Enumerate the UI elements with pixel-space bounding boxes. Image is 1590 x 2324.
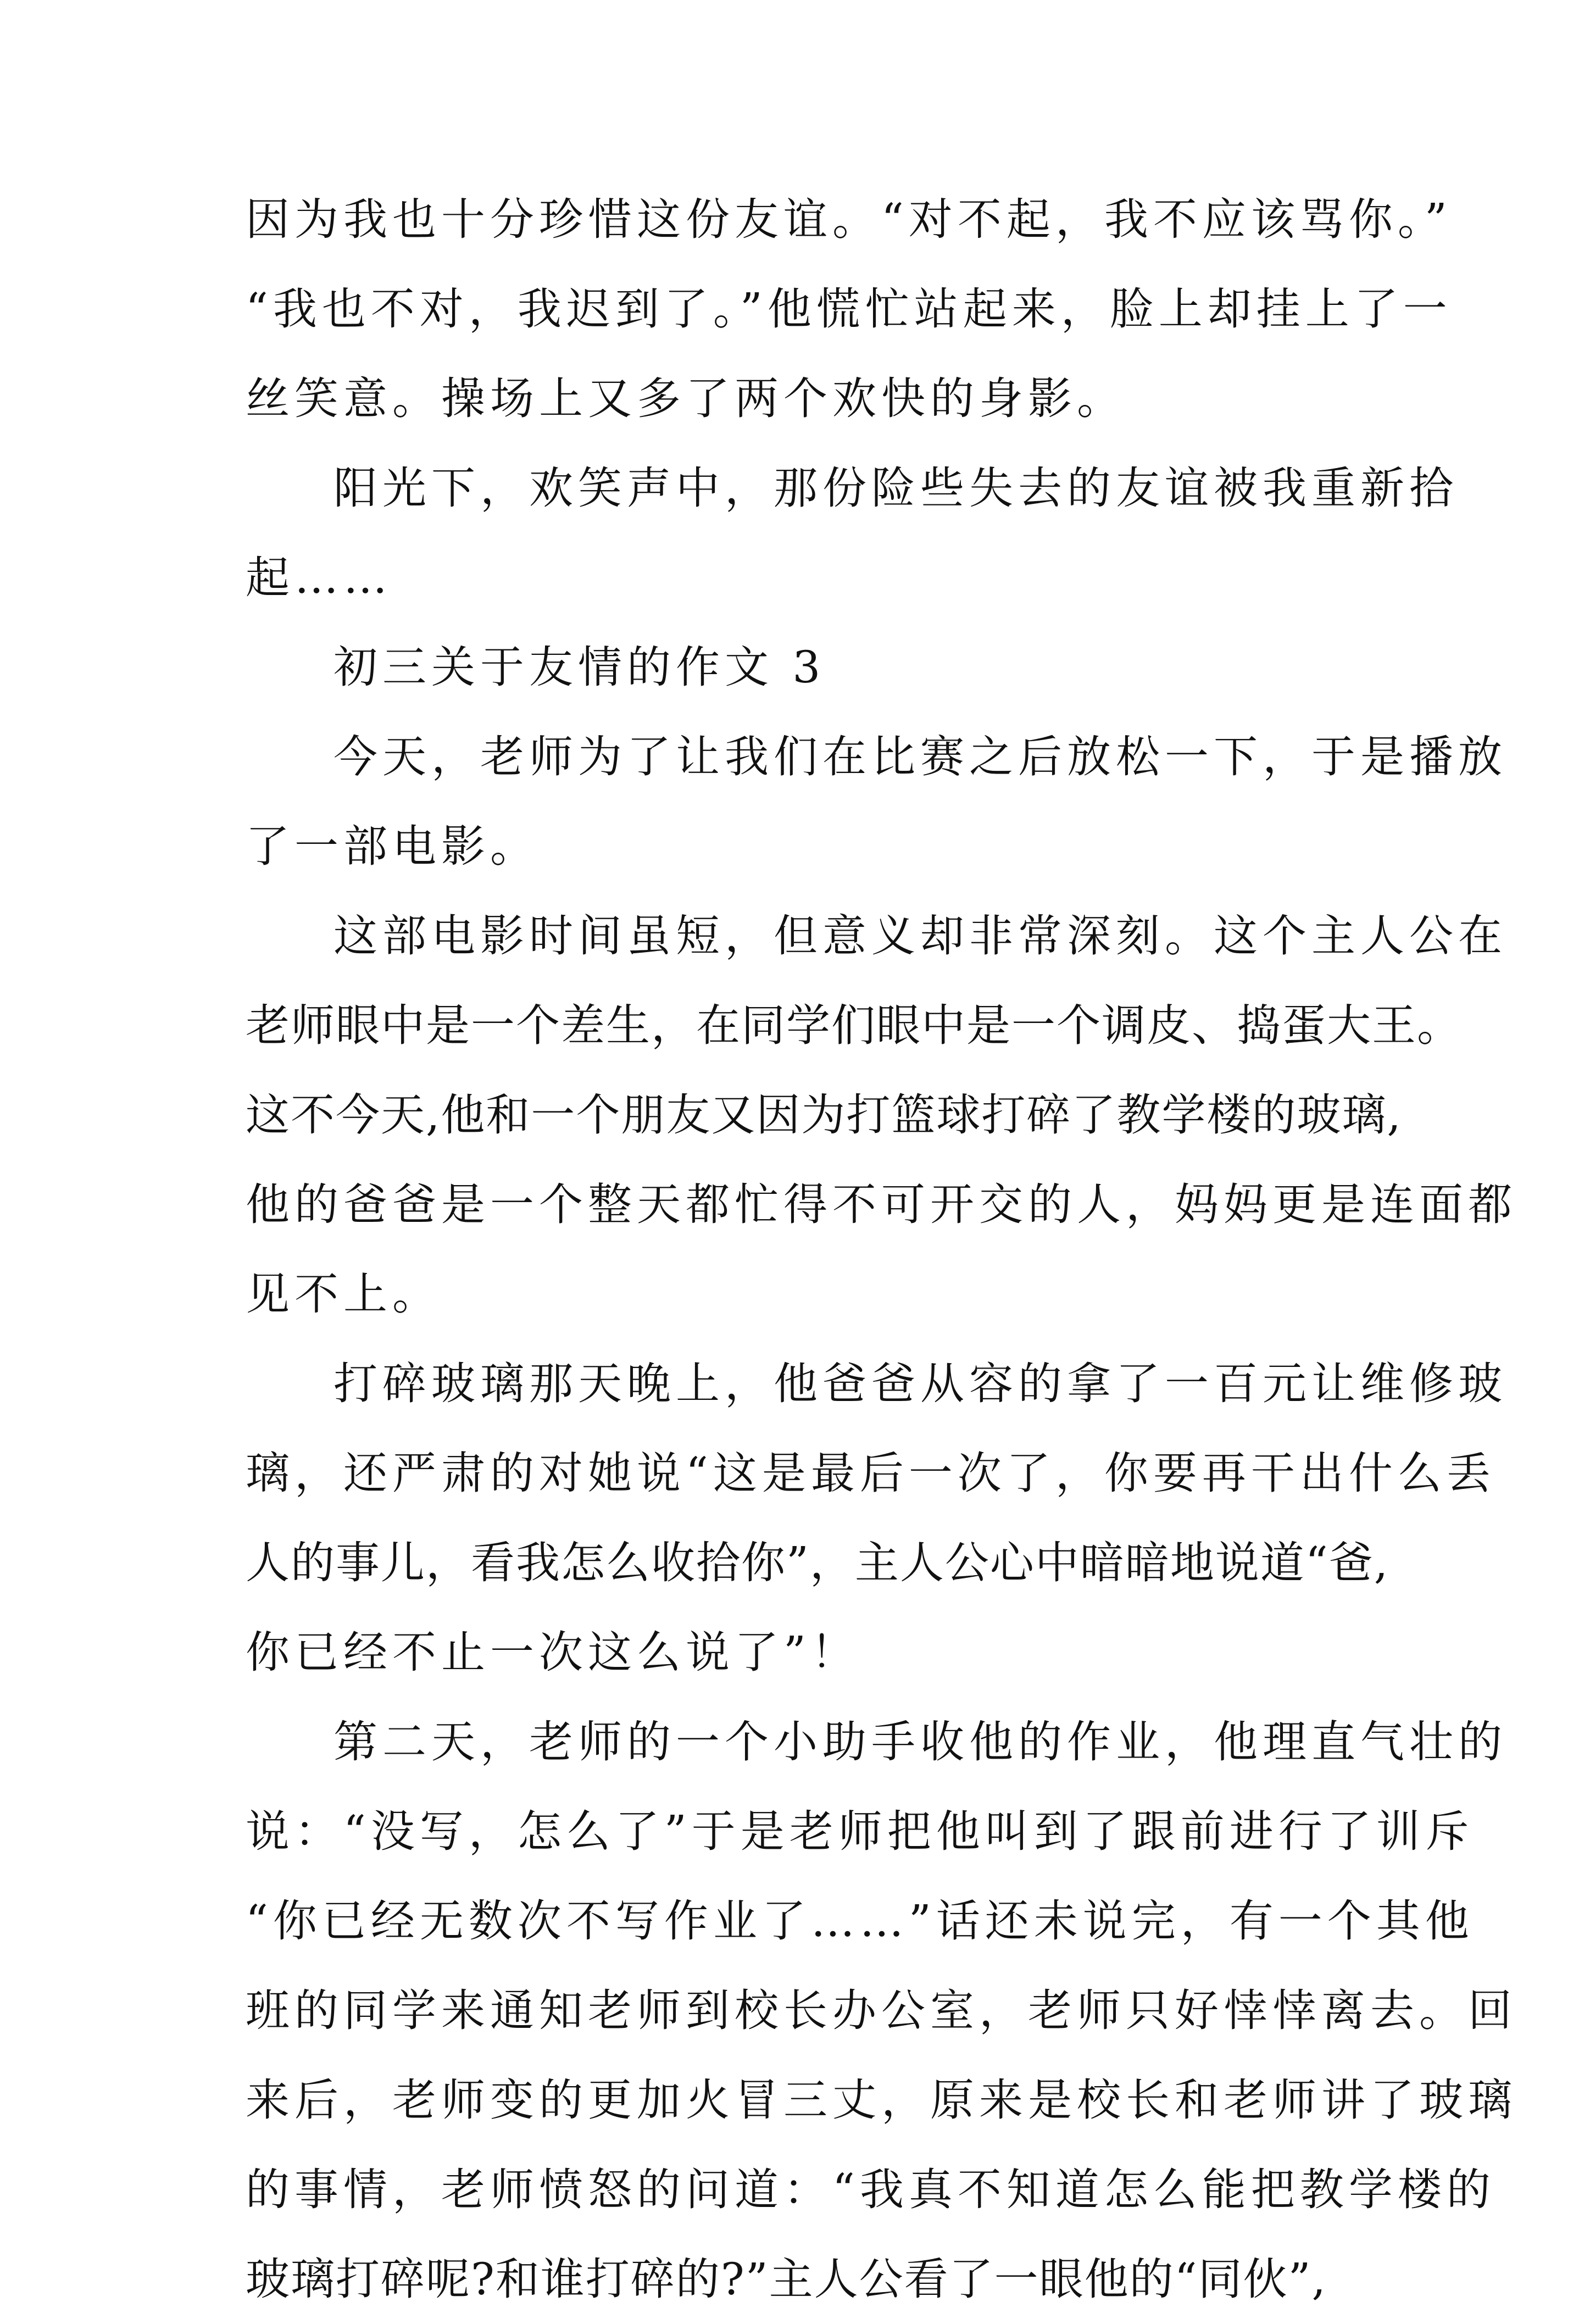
section-title: 初三关于友情的作文 3 xyxy=(333,642,826,693)
text-line: 璃，还严肃的对她说“这是最后一次了，你要再干出什么丢 xyxy=(246,1448,1496,1499)
text-line: 人的事儿，看我怎么收拾你”，主人公心中暗暗地说道“爸, xyxy=(246,1537,1389,1588)
text-line: 起…… xyxy=(246,552,392,603)
text-line: 你已经不止一次这么说了”！ xyxy=(246,1627,860,1678)
text-line: 丝笑意。操场上又多了两个欢快的身影。 xyxy=(246,373,1126,424)
text-line: 这不今天,他和一个朋友又因为打篮球打碎了教学楼的玻璃, xyxy=(246,1089,1402,1141)
text-line: 了一部电影。 xyxy=(246,821,539,872)
text-line: 来后，老师变的更加火冒三丈，原来是校长和老师讲了玻璃 xyxy=(246,2075,1517,2126)
paragraph-start-line: 今天，老师为了让我们在比赛之后放松一下，于是播放 xyxy=(333,731,1507,782)
text-line: 他的爸爸是一个整天都忙得不可开交的人，妈妈更是连面都 xyxy=(246,1179,1517,1230)
text-line: “我也不对，我迟到了。”他慌忙站起来，脸上却挂上了一 xyxy=(246,283,1452,335)
text-line: 见不上。 xyxy=(246,1269,441,1320)
paragraph-start-line: 打碎玻璃那天晚上，他爸爸从容的拿了一百元让维修玻 xyxy=(333,1358,1507,1409)
text-line: 说：“没写，怎么了”于是老师把他叫到了跟前进行了训斥 xyxy=(246,1806,1474,1857)
paragraph-start-line: 这部电影时间虽短，但意义却非常深刻。这个主人公在 xyxy=(333,910,1507,961)
text-line: 的事情，老师愤怒的问道：“我真不知道怎么能把教学楼的 xyxy=(246,2164,1496,2215)
document-body xyxy=(246,175,1517,2324)
text-line: 班的同学来通知老师到校长办公室，老师只好悻悻离去。回 xyxy=(246,1985,1517,2036)
paragraph-start-line: 阳光下，欢笑声中，那份险些失去的友谊被我重新拾 xyxy=(333,463,1458,514)
text-line: 玻璃打碎呢?和谁打碎的?”主人公看了一眼他的“同伙”, xyxy=(246,2254,1327,2305)
text-line: 老师眼中是一个差生，在同学们眼中是一个调皮、捣蛋大王。 xyxy=(246,1000,1462,1051)
text-line: 因为我也十分珍惜这份友谊。“对不起，我不应该骂你。” xyxy=(246,194,1452,245)
text-line: “你已经无数次不写作业了……”话还未说完，有一个其他 xyxy=(246,1895,1474,1947)
paragraph-start-line: 第二天，老师的一个小助手收他的作业，他理直气壮的 xyxy=(333,1716,1507,1767)
